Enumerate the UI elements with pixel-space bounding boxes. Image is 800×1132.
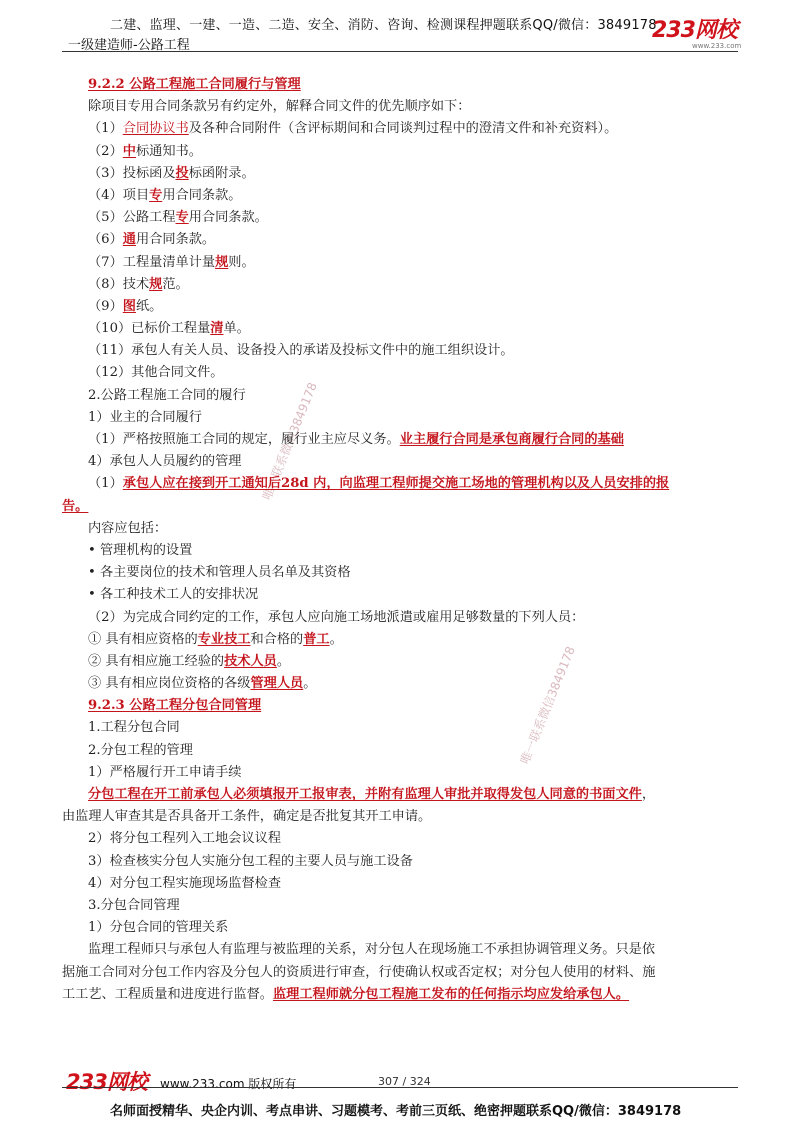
list-item: （11）承包人有关人员、设备投入的承诺及投标文件中的施工组织设计。 xyxy=(88,343,514,359)
list-item: （3）投标函及投标函附录。 xyxy=(88,165,255,181)
brand-logo-text: 233网校 xyxy=(652,18,737,43)
document-body xyxy=(62,74,742,1006)
header-promo-text: 二建、监理、一建、一造、二造、安全、消防、咨询、检测课程押题联系QQ/微信：3849178 xyxy=(110,18,657,33)
copyright-text: www.233.com 版权所有 xyxy=(160,1077,297,1091)
list-item: ② 具有相应施工经验的技术人员。 xyxy=(88,653,291,669)
list-item: （9）图纸。 xyxy=(88,298,163,314)
paragraph-continuation: 由监理人审查其是否具备开工条件，确定是否批复其开工申请。 xyxy=(62,809,432,825)
list-item: （1）合同协议书及各种合同附件（含评标期间和合同谈判过程中的澄清文件和补充资料）。 xyxy=(88,121,618,137)
section-heading: 9.2.3 公路工程分包合同管理 xyxy=(88,698,262,714)
section-subheading: 2.分包工程的管理 xyxy=(88,742,193,758)
section-subheading: 2.公路工程施工合同的履行 xyxy=(88,387,246,403)
brand-logo xyxy=(652,20,752,50)
section-subheading: 1）分包合同的管理关系 xyxy=(88,920,229,936)
paragraph: 内容应包括： xyxy=(88,520,168,536)
page-number: 307 / 324 xyxy=(378,1075,431,1088)
list-item: （5）公路工程专用合同条款。 xyxy=(88,210,268,226)
footer-logo xyxy=(66,1071,147,1093)
paragraph-continuation: 工工艺、工程质量和进度进行监督。监理工程师就分包工程施工发布的任何指示均应发给承包人。 xyxy=(62,986,630,1002)
paragraph-continuation: 据施工合同对分包工作内容及分包人的资质进行审查，行使确认权或否定权；对分包人使用的材料、施 xyxy=(62,964,656,980)
list-item: ③ 具有相应岗位资格的各级管理人员。 xyxy=(88,676,317,692)
list-item: （6）通用合同条款。 xyxy=(88,232,216,248)
watermark: 唯一联系微信3849178 xyxy=(259,380,320,502)
watermark: 唯一联系微信3849178 xyxy=(517,644,578,766)
section-subheading: 1）业主的合同履行 xyxy=(88,409,202,425)
list-item: （10）已标价工程量清单。 xyxy=(88,321,250,337)
footer-promo-text: 名师面授精华、央企内训、考点串讲、习题模考、考前三页纸、绝密押题联系QQ/微信：3849178 xyxy=(110,1104,682,1119)
list-item: （4）项目专用合同条款。 xyxy=(88,187,242,203)
list-item-continuation: 告。 xyxy=(62,498,89,514)
paragraph: 监理工程师只与承包人有监理与被监理的关系，对分包人在现场施工不承担协调管理义务。只是依 xyxy=(88,942,656,958)
list-item: （2）中标通知书。 xyxy=(88,143,202,159)
section-subheading: 3.分包合同管理 xyxy=(88,897,180,913)
bullet-item: • 管理机构的设置 xyxy=(88,542,193,558)
list-item: （1）严格按照施工合同的规定，履行业主应尽义务。业主履行合同是承包商履行合同的基础 xyxy=(88,432,624,447)
bullet-item: • 各工种技术工人的安排状况 xyxy=(88,587,259,603)
footer-divider xyxy=(62,1087,738,1088)
section-subheading: 1.工程分包合同 xyxy=(88,720,180,736)
brand-logo-url: www.233.com xyxy=(692,42,742,50)
header-divider xyxy=(62,51,738,52)
list-item: （1）承包人应在接到开工通知后28d 内，向监理工程师提交施工场地的管理机构以及人员安排的报 xyxy=(88,476,670,492)
paragraph: 除项目专用合同条款另有约定外，解释合同文件的优先顺序如下： xyxy=(88,99,471,115)
section-subheading: 1）严格履行开工申请手续 xyxy=(88,764,242,780)
bullet-item: • 各主要岗位的技术和管理人员名单及其资格 xyxy=(88,565,351,581)
list-item: （2）为完成合同约定的工作，承包人应向施工场地派遣或雇用足够数量的下列人员： xyxy=(88,609,585,625)
paragraph: 分包工程在开工前承包人必须填报开工报审表，并附有监理人审批并取得发包人同意的书面文件， xyxy=(88,787,656,802)
section-subheading: 4）对分包工程实施现场监督检查 xyxy=(88,875,282,891)
list-item: ① 具有相应资格的专业技工和合格的普工。 xyxy=(88,631,343,647)
document-subtitle: 一级建造师-公路工程 xyxy=(68,38,190,53)
list-item: （7）工程量清单计量规则。 xyxy=(88,254,255,270)
footer-logo-text: 233网校 xyxy=(66,1070,147,1094)
section-subheading: 4）承包人人员履约的管理 xyxy=(88,454,242,470)
list-item: （12）其他合同文件。 xyxy=(88,365,224,381)
section-subheading: 3）检查核实分包人实施分包工程的主要人员与施工设备 xyxy=(88,853,413,869)
section-subheading: 2）将分包工程列入工地会议议程 xyxy=(88,831,282,847)
section-heading: 9.2.2 公路工程施工合同履行与管理 xyxy=(88,77,301,92)
list-item: （8）技术规范。 xyxy=(88,276,189,292)
